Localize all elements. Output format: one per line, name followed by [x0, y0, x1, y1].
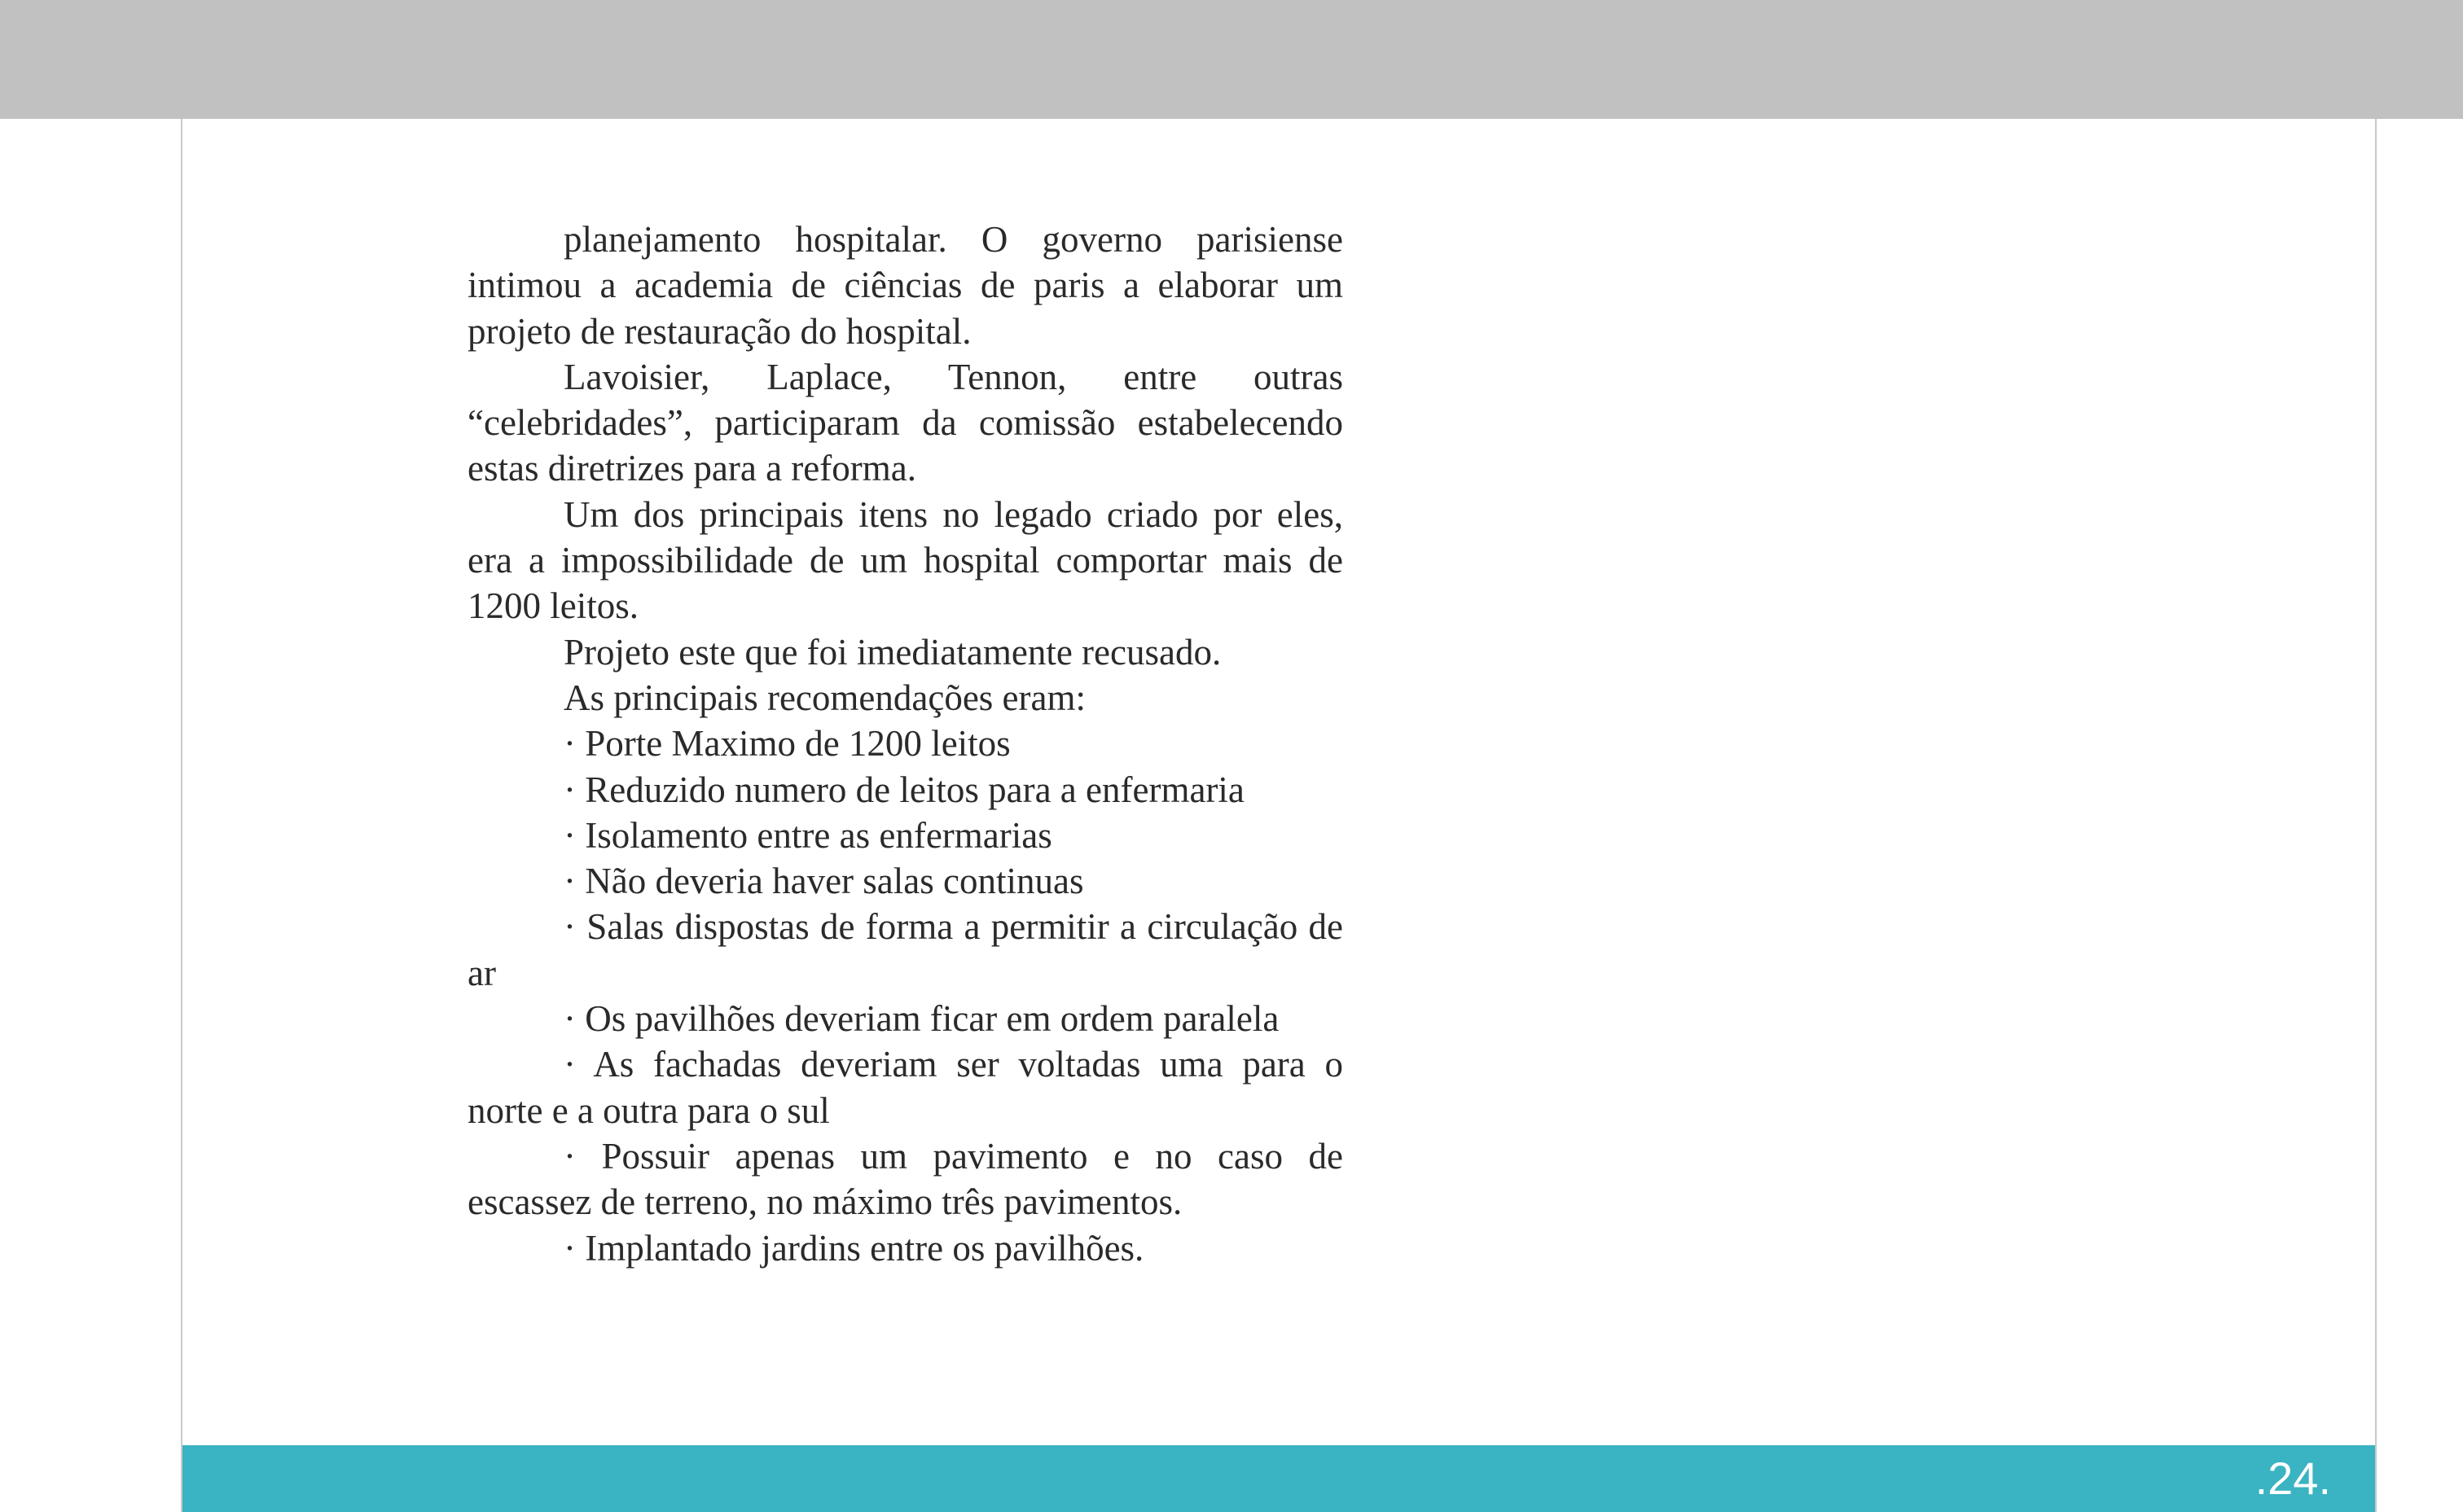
- paragraph: Projeto este que foi imediatamente recusado.: [564, 631, 1222, 673]
- page-number: .24.: [2254, 1453, 2331, 1504]
- body-text-column: [468, 217, 1343, 1271]
- paragraph: Lavoisier, Laplace, Tennon, entre outras “celebridades”, participaram da comissão estabelecendo estas diretrizes para a reforma.: [468, 356, 1343, 489]
- bullet-item: · Não deveria haver salas continuas: [564, 861, 1084, 902]
- bullet-item: · Implantado jardins entre os pavilhões.: [564, 1227, 1144, 1269]
- bullet-item: · Possuir apenas um pavimento e no caso de escassez de terreno, no máximo três pavimentos.: [468, 1135, 1343, 1223]
- viewer-top-bar: [0, 0, 2463, 119]
- paragraph: planejamento hospitalar. O governo parisiense intimou a academia de ciências de paris a elaborar um projeto de restauração do hospital.: [468, 219, 1343, 352]
- bullet-item: · Porte Maximo de 1200 leitos: [564, 723, 1011, 765]
- bullet-item: · Reduzido numero de leitos para a enfermaria: [564, 769, 1245, 810]
- bullet-item: · As fachadas deveriam ser voltadas uma para o norte e a outra para o sul: [468, 1044, 1343, 1131]
- bullet-item: · Isolamento entre as enfermarias: [564, 814, 1052, 856]
- paragraph: As principais recomendações eram:: [564, 677, 1086, 718]
- bullet-item: · Os pavilhões deveriam ficar em ordem paralela: [564, 998, 1280, 1040]
- bullet-item: · Salas dispostas de forma a permitir a circulação de ar: [468, 906, 1343, 993]
- page-footer-bar: [182, 1445, 2375, 1512]
- document-page: [181, 119, 2377, 1512]
- paragraph: Um dos principais itens no legado criado por eles, era a impossibilidade de um hospital comportar mais de 1200 leitos.: [468, 493, 1343, 627]
